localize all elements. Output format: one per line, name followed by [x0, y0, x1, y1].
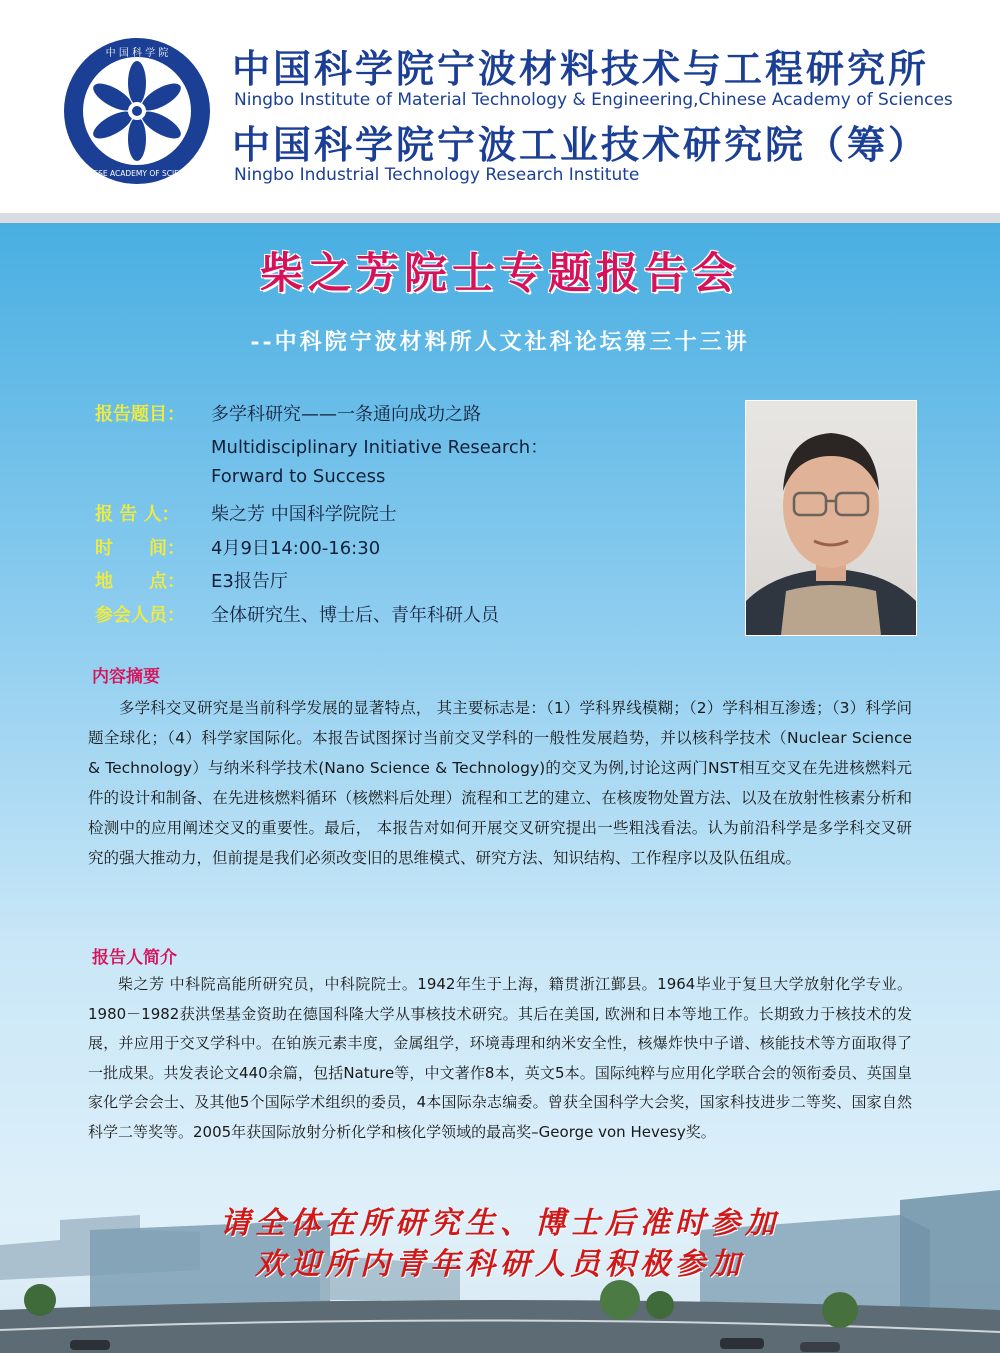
- svg-text:中 国 科 学 院: 中 国 科 学 院: [105, 48, 169, 59]
- poster-subtitle: --中科院宁波材料所人文社科论坛第三十三讲: [250, 329, 750, 355]
- poster-title: 柴之芳院士专题报告会: [260, 249, 740, 299]
- slogan-line2: 欢迎所内青年科研人员积极参加: [255, 1247, 745, 1282]
- abstract-text: 多学科交叉研究是当前科学发展的显著特点， 其主要标志是：（1）学科界线模糊；（2）学科相互渗透；（3）科学问题全球化；（4）科学家国际化。本报告试图探讨当前交叉学科的一般性发展趋势，并以核科学技术（Nuclear Science & Technology）与纳米科学技术(Nano Science & Technology)的交叉为例,讨论这两门NST相互交叉在先进核燃料元件的设计和制备、在先进核燃料循环（核燃料后处理）流程和工艺的建立、在核废物处置方法、以及在放射性核素分析和检测中的应用阐述交叉的重要性。最后， 本报告对如何开展交叉研究提出一些粗浅看法。认为前沿科学是多学科交叉研究的强大推动力，但前提是我们必须改变旧的思维模式、研究方法、知识结构、工作程序以及队伍组成。: [88, 699, 912, 867]
- cas-logo: [62, 36, 212, 186]
- time-label: 时 间：: [95, 538, 185, 559]
- speaker-label: 报 告 人：: [95, 504, 180, 525]
- topic-label: 报告题目：: [95, 404, 185, 425]
- topic-en-line1: Multidisciplinary Initiative Research：: [211, 437, 549, 458]
- abstract-heading: 内容摘要: [92, 667, 160, 687]
- org2-en-name: Ningbo Industrial Technology Research Institute: [234, 165, 640, 185]
- bio-heading: 报告人简介: [92, 948, 177, 968]
- org1-en-name: Ningbo Institute of Material Technology & Engineering,Chinese Academy of Sciences: [234, 90, 953, 110]
- place-value: E3报告厅: [211, 571, 288, 592]
- speaker-photo: [745, 400, 917, 636]
- bio-text: 柴之芳 中科院高能所研究员，中科院院士。1942年生于上海，籍贯浙江鄞县。1964毕业于复旦大学放射化学专业。1980－1982获洪堡基金资助在德国科隆大学从事核技术研究。其后在美国, 欧洲和日本等地工作。长期致力于核技术的发展，并应用于交叉学科中。在铂族元素丰度，金属组学，环境毒理和纳米安全性，核爆炸快中子谱、核能技术等方面取得了一批成果。共发表论文440余篇，包括Nature等，中文著作8本，英文5本。国际纯粹与应用化学联合会的领衔委员、英国皇家化学会会士、及其他5个国际学术组织的委员，4本国际杂志编委。曾获全国科学大会奖，国家科技进步二等奖、国家自然科学二等奖等。2005年获国际放射分析化学和核化学领域的最高奖–George von Hevesy奖。: [88, 975, 912, 1141]
- slogan-line1: 请全体在所研究生、博士后准时参加: [220, 1206, 780, 1241]
- audience-value: 全体研究生、博士后、青年科研人员: [211, 605, 499, 626]
- speaker-value: 柴之芳 中国科学院院士: [211, 504, 397, 525]
- org2-cn-name: 中国科学院宁波工业技术研究院（筹）: [232, 122, 930, 167]
- topic-en-line2: Forward to Success: [211, 466, 386, 487]
- audience-label: 参会人员：: [95, 605, 185, 626]
- header: [0, 0, 1000, 213]
- topic-cn: 多学科研究——一条通向成功之路: [211, 404, 481, 425]
- place-label: 地 点：: [95, 571, 185, 592]
- svg-text:CHINESE ACADEMY OF SCIENCES: CHINESE ACADEMY OF SCIENCES: [74, 169, 200, 178]
- header-divider: [0, 213, 1000, 223]
- time-value: 4月9日14:00-16:30: [211, 538, 381, 559]
- org1-cn-name: 中国科学院宁波材料技术与工程研究所: [232, 46, 930, 91]
